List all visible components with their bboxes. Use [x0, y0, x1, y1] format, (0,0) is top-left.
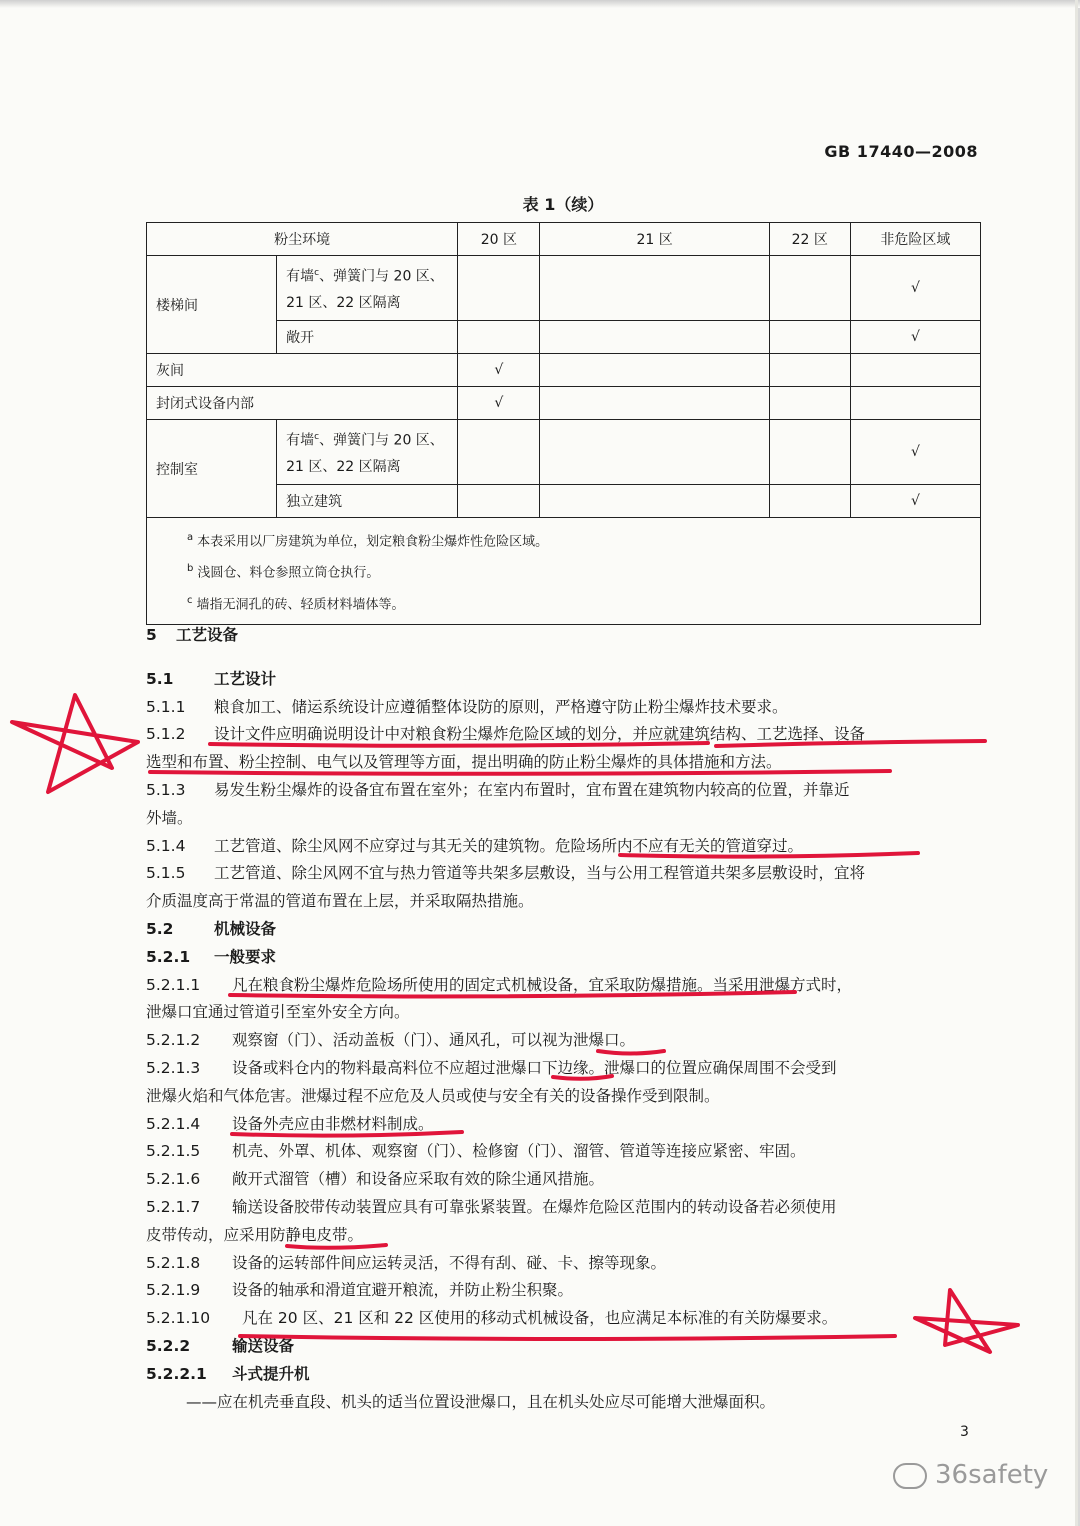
clause-5-2-1-1-cont: 泄爆口宜通过管道引至室外安全方向。 [146, 1003, 410, 1022]
clause-5-2-1-1: 5.2.1.1 凡在粮食粉尘爆炸危险场所使用的固定式机械设备，宜采取防爆措施。当采用泄爆方式时， [146, 975, 853, 994]
section-5-2-1-heading: 5.2.1 一般要求 [146, 947, 277, 966]
standard-number: GB 17440—2008 [824, 142, 978, 161]
underline-5-2-1-4 [232, 1132, 462, 1136]
clause-5-2-1-2: 5.2.1.2 观察窗（门）、活动盖板（门）、通风孔，可以视为泄爆口。 [146, 1031, 636, 1050]
underline-5-1-2-c [150, 771, 890, 774]
clause-5-1-2-cont: 选型和布置、粉尘控制、电气以及管理等方面，提出明确的防止粉尘爆炸的具体措施和方法。 [146, 753, 782, 772]
underline-5-2-1-10 [240, 1336, 895, 1339]
clause-5-2-2-1-item: ——应在机壳垂直段、机头的适当位置设泄爆口，且在机头处应尽可能增大泄爆面积。 [186, 1392, 776, 1411]
section-5-2-2-heading: 5.2.2 输送设备 [146, 1336, 295, 1355]
clause-5-1-2: 5.1.2 设计文件应明确说明设计中对粮食粉尘爆炸危险区域的划分，并应就建筑结构、工艺选择、设备 [146, 725, 866, 744]
clause-5-2-1-7: 5.2.1.7 输送设备胶带传动装置应具有可靠张紧装置。在爆炸危险区范围内的转动设备若必须使用 [146, 1197, 837, 1216]
page-number: 3 [960, 1424, 969, 1440]
row-sub-walled: 有墙$^c$、弹簧门与 20 区、 21 区、22 区隔离 [277, 420, 458, 485]
clause-5-2-1-5: 5.2.1.5 机壳、外罩、机体、观察窗（门）、检修窗（门）、溜管、管道等连接应紧密、牢固。 [146, 1142, 806, 1161]
underline-5-2-1-3 [553, 1076, 612, 1079]
note-c: $^c$ 墙指无洞孔的砖、轻质材料墙体等。 [187, 594, 405, 612]
check-mark: √ [850, 420, 980, 485]
check-mark: √ [850, 256, 980, 321]
header-zone-20: 20 区 [458, 223, 540, 256]
clause-5-2-1-3: 5.2.1.3 设备或料仓内的物料最高料位不应超过泄爆口下边缘。泄爆口的位置应确保周围不会受到 [146, 1058, 837, 1077]
row-sub-walled: 有墙$^c$、弹簧门与 20 区、 21 区、22 区隔离 [277, 256, 458, 321]
section-5-2-heading: 5.2 机械设备 [146, 919, 277, 938]
header-zone-21: 21 区 [540, 223, 769, 256]
check-mark: √ [850, 485, 980, 518]
header-non-hazardous: 非危险区域 [850, 223, 980, 256]
watermark: 36safety [893, 1460, 1048, 1490]
clause-5-2-1-7-cont: 皮带传动，应采用防静电皮带。 [146, 1225, 364, 1244]
header-dust-environment: 粉尘环境 [147, 223, 458, 256]
clause-5-1-3: 5.1.3 易发生粉尘爆炸的设备宜布置在室外；在室内布置时，宜布置在建筑物内较高的位置，并靠近 [146, 780, 850, 799]
row-sub-open: 敞开 [277, 321, 458, 354]
section-5-heading: 5 工艺设备 [146, 626, 239, 644]
row-label-ash-room: 灰间 [147, 354, 458, 387]
underline-5-1-2-a [210, 743, 708, 746]
row-label-enclosed-equipment: 封闭式设备内部 [147, 387, 458, 420]
underline-5-2-1-7 [287, 1245, 386, 1248]
check-mark: √ [458, 354, 540, 387]
check-mark: √ [458, 387, 540, 420]
underline-5-1-4 [620, 853, 918, 857]
header-zone-22: 22 区 [769, 223, 850, 256]
clause-5-1-5-cont: 介质温度高于常温的管道布置在上层，并采取隔热措施。 [146, 892, 534, 911]
clause-5-2-1-8: 5.2.1.8 设备的运转部件间应运转灵活，不得有刮、碰、卡、擦等现象。 [146, 1253, 667, 1272]
clause-5-1-3-cont: 外墙。 [146, 808, 193, 827]
red-star-mark-left [12, 695, 138, 792]
underline-5-2-1-1 [230, 992, 795, 996]
clause-5-2-1-4: 5.2.1.4 设备外壳应由非燃材料制成。 [146, 1114, 434, 1133]
section-5-1-heading: 5.1 工艺设计 [146, 669, 277, 688]
table-caption: 表 1（续） [522, 195, 604, 214]
clause-5-1-1: 5.1.1 粮食加工、储运系统设计应遵循整体设防的原则，严格遵守防止粉尘爆炸技术要求。 [146, 697, 788, 716]
red-star-mark-right [915, 1290, 1018, 1352]
clause-5-2-1-10: 5.2.1.10 凡在 20 区、21 区和 22 区使用的移动式机械设备，也应满足本标准的有关防爆要求。 [146, 1309, 838, 1328]
clause-5-2-1-3-cont: 泄爆火焰和气体危害。泄爆过程不应危及人员或使与安全有关的设备操作受到限制。 [146, 1086, 720, 1105]
row-label-control-room: 控制室 [147, 420, 277, 518]
note-a: $^a$ 本表采用以厂房建筑为单位，划定粮食粉尘爆炸性危险区域。 [187, 532, 549, 550]
clause-5-2-1-6: 5.2.1.6 敞开式溜管（槽）和设备应采取有效的除尘通风措施。 [146, 1170, 605, 1189]
section-5-2-2-1-heading: 5.2.2.1 斗式提升机 [146, 1364, 310, 1383]
clause-5-1-4: 5.1.4 工艺管道、除尘风网不应穿过与其无关的建筑物。危险场所内不应有无关的管道穿过。 [146, 836, 804, 855]
check-mark: √ [850, 321, 980, 354]
row-label-stairwell: 楼梯间 [147, 256, 277, 354]
underline-5-2-1-2 [598, 1051, 664, 1054]
clause-5-1-5: 5.1.5 工艺管道、除尘风网不宜与热力管道等共架多层敷设，当与公用工程管道共架多层敷设时，宜将 [146, 864, 866, 883]
underline-5-1-2-b [716, 741, 985, 746]
clause-5-2-1-9: 5.2.1.9 设备的轴承和滑道宜避开粮流，并防止粉尘积聚。 [146, 1281, 574, 1300]
row-sub-standalone: 独立建筑 [277, 485, 458, 518]
note-b: $^b$ 浅圆仓、料仓参照立筒仓执行。 [187, 563, 380, 581]
